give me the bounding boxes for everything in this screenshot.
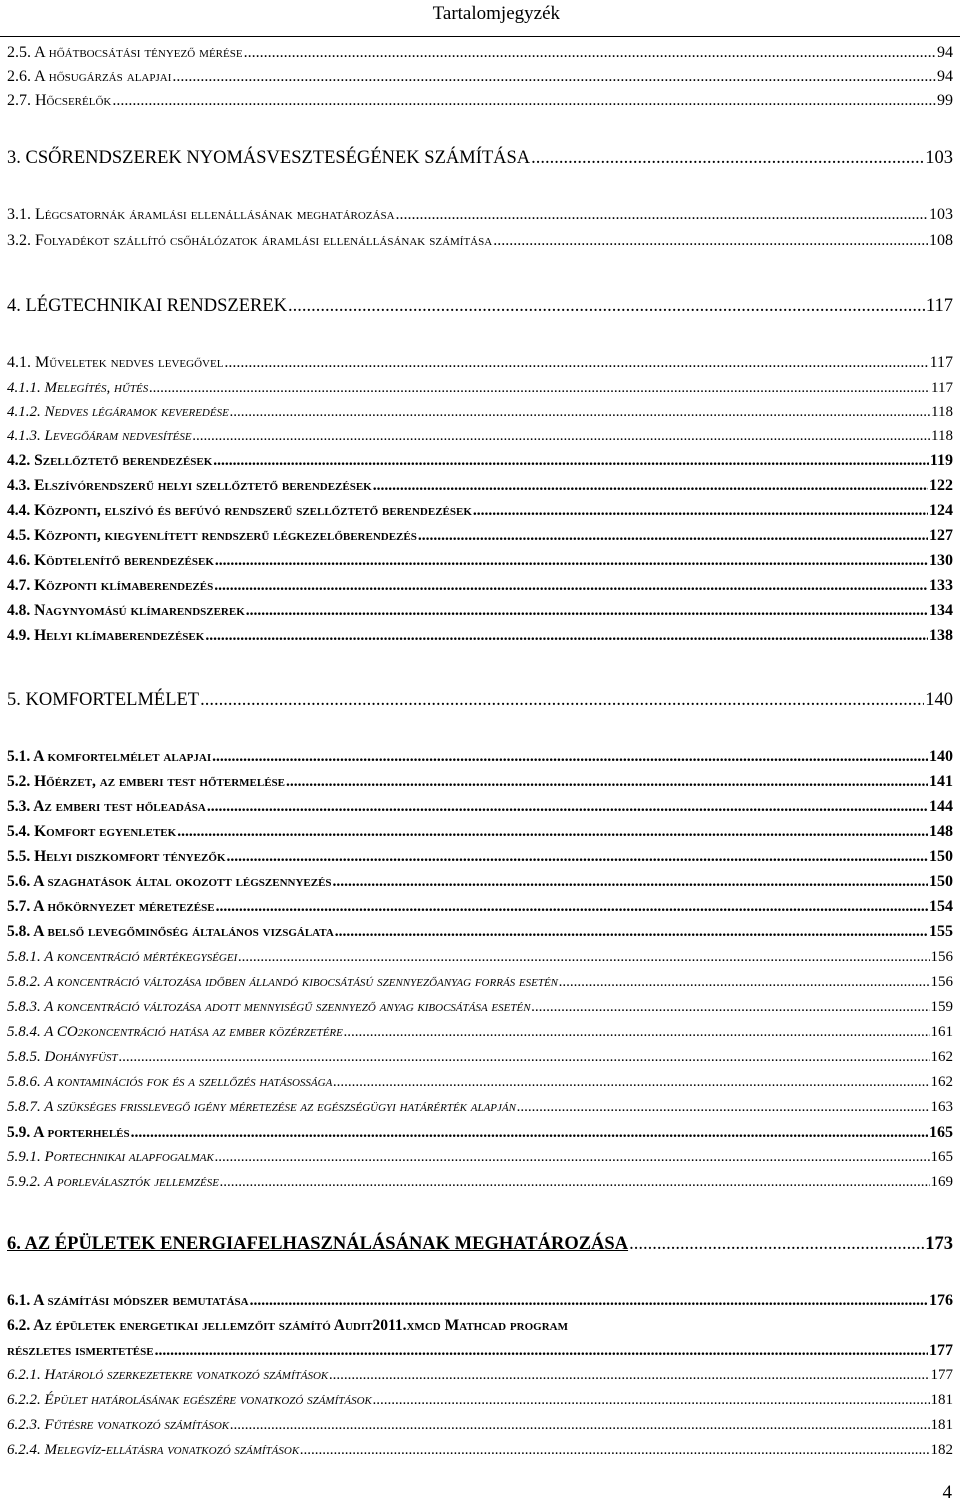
toc-entry[interactable]	[7, 527, 953, 545]
toc-leader-dots	[177, 823, 928, 841]
toc-entry[interactable]	[7, 602, 953, 620]
toc-page-number: 138	[929, 627, 953, 644]
toc-page-number: 163	[930, 1099, 953, 1115]
toc-leader-dots	[155, 1342, 928, 1360]
toc-leader-dots	[207, 798, 928, 816]
toc-entry[interactable]	[7, 452, 953, 470]
toc-entry-label: 4.8. Nagynyomású klímarendszerek	[7, 602, 245, 619]
toc-page-number: 162	[930, 1074, 953, 1090]
toc-entry-label: 2.7. Hőcserélők	[7, 92, 112, 109]
toc-page-number: 130	[929, 552, 953, 569]
toc-leader-dots	[205, 627, 928, 645]
toc-leader-dots	[172, 68, 936, 86]
toc-leader-dots	[493, 232, 928, 250]
toc-entry[interactable]	[7, 798, 953, 816]
toc-leader-dots	[300, 1442, 929, 1459]
toc-entry-label: 5.8.6. A kontaminációs fok és a szellőzés hatásossága	[7, 1074, 333, 1090]
toc-entry-label: 4.4. Központi, elszívó és befúvó rendszerű szellőztető berendezések	[7, 502, 472, 519]
toc-entry-label: 5.2. Hőérzet, az emberi test hőtermelése	[7, 773, 286, 790]
toc-page-number: 117	[925, 296, 953, 316]
toc-page-number: 122	[929, 477, 953, 494]
toc-page-number: 177	[929, 1342, 953, 1359]
toc-entry-label: 4.1.3. Levegőáram nedvesítése	[7, 428, 192, 444]
toc-page-number: 119	[929, 452, 953, 469]
toc-entry[interactable]	[7, 148, 953, 169]
toc-leader-dots	[112, 92, 936, 110]
toc-entry[interactable]	[7, 206, 953, 224]
toc-entry-label: 4.2. Szellőztető berendezések	[7, 452, 213, 469]
toc-entry[interactable]	[7, 1049, 953, 1066]
toc-page-number: 161	[930, 1024, 953, 1040]
toc-page-number: 173	[925, 1234, 953, 1254]
toc-entry[interactable]	[7, 1342, 953, 1360]
toc-entry[interactable]	[7, 873, 953, 891]
toc-leader-dots	[373, 477, 928, 495]
toc-leader-dots	[418, 527, 928, 545]
toc-entry-label: 3.2. Folyadékot szállító csőhálózatok áramlási ellenállásának számítása	[7, 232, 493, 249]
toc-entry-subscript: 2	[77, 1027, 84, 1039]
toc-page-number: 150	[929, 848, 953, 865]
toc-leader-dots	[216, 898, 928, 916]
toc-entry[interactable]	[7, 1149, 953, 1166]
toc-entry-label: 2.6. A hősugárzás alapjai	[7, 68, 172, 85]
toc-leader-dots	[131, 1124, 928, 1142]
toc-leader-dots	[213, 452, 929, 470]
toc-entry[interactable]	[7, 1124, 953, 1142]
toc-page-number: 117	[931, 380, 953, 396]
toc-leader-dots	[333, 873, 928, 891]
toc-entry[interactable]	[7, 354, 953, 372]
toc-entry-label: 5.8.2. A koncentráció változása időben állandó kibocsátású szennyezőanyag forrás esetén	[7, 974, 559, 990]
toc-entry-label: 5.6. A szaghatások által okozott légszennyezés	[7, 873, 332, 890]
toc-page-number: 156	[930, 974, 953, 990]
toc-entry-label: 5.3. Az emberi test hőleadása	[7, 798, 206, 815]
toc-entry-label-continued: koncentráció hatása az ember közérzetére	[83, 1024, 343, 1040]
toc-entry-label: 5.1. A komfortelmélet alapjai	[7, 748, 212, 765]
toc-entry[interactable]	[7, 949, 953, 966]
toc-entry-label: 5.8.5. Dohányfüst	[7, 1049, 118, 1065]
toc-entry[interactable]	[7, 92, 953, 110]
toc-entry[interactable]	[7, 999, 953, 1016]
toc-entry-label: 5.8.3. A koncentráció változása adott mennyiségű szennyező anyag kibocsátása esetén	[7, 999, 531, 1015]
toc-leader-dots	[220, 1174, 930, 1191]
toc-page-number: 94	[937, 68, 953, 85]
toc-page-number: 154	[929, 898, 953, 915]
toc-entry-label: 4.3. Elszívórendszerű helyi szellőztető berendezések	[7, 477, 372, 494]
toc-leader-dots	[238, 949, 929, 966]
toc-leader-dots	[246, 602, 928, 620]
toc-entry[interactable]	[7, 232, 953, 250]
toc-entry[interactable]	[7, 380, 953, 397]
toc-entry[interactable]	[7, 577, 953, 595]
toc-entry[interactable]	[7, 1074, 953, 1091]
toc-leader-dots	[288, 296, 925, 317]
toc-page-number: 176	[929, 1292, 953, 1309]
toc-entry[interactable]	[7, 552, 953, 570]
toc-page-number: 182	[930, 1442, 953, 1458]
toc-entry[interactable]	[7, 1292, 953, 1310]
toc-entry-label: 4.1.2. Nedves légáramok keveredése	[7, 404, 229, 420]
toc-leader-dots	[335, 923, 928, 941]
toc-leader-dots	[473, 502, 928, 520]
toc-entry-label: 3. CSŐRENDSZEREK NYOMÁSVESZTESÉGÉNEK SZÁMÍTÁSA	[7, 148, 531, 168]
toc-page-number: 150	[929, 873, 953, 890]
toc-leader-dots	[230, 1417, 929, 1434]
toc-entry[interactable]	[7, 748, 953, 766]
toc-page-number: 133	[929, 577, 953, 594]
toc-page-number: 181	[930, 1417, 953, 1433]
toc-entry[interactable]	[7, 1234, 953, 1255]
toc-entry-label: 4.9. Helyi klímaberendezések	[7, 627, 205, 644]
toc-entry[interactable]	[7, 848, 953, 866]
toc-entry[interactable]	[7, 1024, 953, 1041]
toc-leader-dots	[119, 1049, 930, 1066]
header-title: Tartalomjegyzék	[432, 3, 560, 24]
toc-entry[interactable]	[7, 690, 953, 711]
toc-leader-dots	[227, 848, 928, 866]
toc-leader-dots	[212, 748, 928, 766]
toc-entry[interactable]	[7, 428, 953, 445]
toc-entry[interactable]	[7, 898, 953, 916]
toc-page-number: 124	[929, 502, 953, 519]
toc-entry-label: 6.2.2. Épület határolásának egészére vonatkozó számítások	[7, 1392, 372, 1408]
toc-leader-dots	[629, 1234, 924, 1255]
toc-entry-label: 5.8.7. A szükséges frisslevegő igény méretezése az egészségügyi határérték alapján	[7, 1099, 516, 1115]
toc-leader-dots	[559, 974, 929, 991]
toc-leader-dots	[333, 1074, 929, 1091]
toc-entry-label: 5.9.1. Portechnikai alapfogalmak	[7, 1149, 214, 1165]
toc-page-number: 140	[929, 748, 953, 765]
toc-entry[interactable]	[7, 974, 953, 991]
toc-leader-dots	[396, 206, 928, 224]
toc-entry[interactable]	[7, 1392, 953, 1409]
toc-page-number: 118	[931, 404, 953, 420]
toc-page-number: 177	[930, 1367, 953, 1383]
toc-entry[interactable]	[7, 923, 953, 941]
toc-entry-label: 4.1.1. Melegítés, hűtés	[7, 380, 149, 396]
toc-leader-dots	[373, 1392, 930, 1409]
toc-page-number: 94	[937, 44, 953, 61]
toc-entry[interactable]	[7, 1417, 953, 1434]
toc-page-number: 99	[937, 92, 953, 109]
toc-entry-label: 5.8.4. A CO	[7, 1024, 78, 1040]
toc-page-number: 181	[930, 1392, 953, 1408]
toc-entry-label: 4. LÉGTECHNIKAI RENDSZEREK	[7, 296, 288, 316]
toc-entry-label: 5.9.2. A porleválasztók jellemzése	[7, 1174, 219, 1190]
toc-page-number: 141	[929, 773, 953, 790]
toc-entry-label: 6.2.3. Fűtésre vonatkozó számítások	[7, 1417, 230, 1433]
toc-page-number: 103	[925, 148, 953, 168]
toc-page-number: 159	[930, 999, 953, 1015]
toc-page-number: 169	[930, 1174, 953, 1190]
toc-leader-dots	[214, 577, 928, 595]
toc-entry[interactable]	[7, 627, 953, 645]
toc-page-number: 108	[929, 232, 953, 249]
toc-page-number: 165	[929, 1124, 953, 1141]
toc-entry[interactable]	[7, 1099, 953, 1116]
toc-page-number: 148	[929, 823, 953, 840]
toc-entry[interactable]	[7, 1174, 953, 1191]
toc-page-number: 134	[929, 602, 953, 619]
toc-page-number: 162	[930, 1049, 953, 1065]
toc-leader-dots	[230, 404, 930, 421]
toc-entry[interactable]	[7, 44, 953, 62]
toc-page-number: 155	[929, 923, 953, 940]
toc-entry-label: 4.1. Műveletek nedves levegővel	[7, 354, 224, 371]
toc-page-number: 144	[929, 798, 953, 815]
toc-leader-dots	[149, 380, 930, 397]
toc-entry[interactable]	[7, 1367, 953, 1384]
toc-entry-label: 5.4. Komfort egyenletek	[7, 823, 177, 840]
toc-entry-label: 5.8. A belső levegőminőség általános vizsgálata	[7, 923, 334, 940]
toc-entry-label: 5.7. A hőkörnyezet méretezése	[7, 898, 215, 915]
toc-entry-label: 5.9. A porterhelés	[7, 1124, 130, 1141]
toc-entry-label: 5.5. Helyi diszkomfort tényezők	[7, 848, 226, 865]
toc-entry[interactable]	[7, 68, 953, 86]
toc-entry[interactable]	[7, 404, 953, 421]
toc-leader-dots	[244, 44, 936, 62]
toc-leader-dots	[193, 428, 930, 445]
toc-leader-dots	[250, 1292, 928, 1310]
toc-entry-label: 6.2.4. Melegvíz-ellátásra vonatkozó számítások	[7, 1442, 300, 1458]
toc-entry-label: 4.5. Központi, kiegyenlített rendszerű légkezelőberendezés	[7, 527, 417, 544]
toc-page-number: 117	[929, 354, 953, 371]
toc-entry-label: 4.6. Ködtelenítő berendezések	[7, 552, 214, 569]
toc-entry-label: 6. AZ ÉPÜLETEK ENERGIAFELHASZNÁLÁSÁNAK MEGHATÁROZÁSA	[7, 1234, 629, 1254]
toc-entry-label: 5.8.1. A koncentráció mértékegységei	[7, 949, 238, 965]
toc-leader-dots	[215, 552, 928, 570]
toc-entry[interactable]	[7, 823, 953, 841]
page-number: 4	[942, 1482, 952, 1503]
toc-entry-label: 5. KOMFORTELMÉLET	[7, 690, 200, 710]
toc-entry-label: 2.5. A hőátbocsátási tényező mérése	[7, 44, 243, 61]
toc-page-number: 156	[930, 949, 953, 965]
toc-leader-dots	[286, 773, 928, 791]
toc-leader-dots	[532, 999, 930, 1016]
toc-leader-dots	[531, 148, 924, 169]
toc-entry-label: 3.1. Légcsatornák áramlási ellenállásának meghatározása	[7, 206, 395, 223]
toc-leader-dots	[517, 1099, 930, 1116]
toc-page-number: 165	[930, 1149, 953, 1165]
toc-leader-dots	[200, 690, 924, 711]
toc-entry[interactable]	[7, 1317, 953, 1335]
toc-entry-label: 6.1. A számítási módszer bemutatása	[7, 1292, 249, 1309]
toc-leader-dots	[344, 1024, 930, 1041]
toc-leader-dots	[224, 354, 928, 372]
toc-page-number: 127	[929, 527, 953, 544]
toc-entry-label: 6.2. Az épületek energetikai jellemzőit számító Audit2011.xmcd Mathcad program	[7, 1317, 568, 1334]
toc-entry-label: részletes ismertetése	[7, 1342, 154, 1359]
toc-page-number: 103	[929, 206, 953, 223]
toc-leader-dots	[215, 1149, 930, 1166]
toc-page-number: 140	[925, 690, 953, 710]
toc-entry[interactable]	[7, 1442, 953, 1459]
toc-entry[interactable]	[7, 502, 953, 520]
toc-page-number: 118	[931, 428, 953, 444]
toc-leader-dots	[329, 1367, 929, 1384]
toc-entry-label: 6.2.1. Határoló szerkezetekre vonatkozó számítások	[7, 1367, 329, 1383]
page-header	[0, 0, 960, 37]
toc-entry-label: 4.7. Központi klímaberendezés	[7, 577, 214, 594]
toc-entry[interactable]	[7, 477, 953, 495]
toc-entry[interactable]	[7, 773, 953, 791]
toc-entry[interactable]	[7, 296, 953, 317]
